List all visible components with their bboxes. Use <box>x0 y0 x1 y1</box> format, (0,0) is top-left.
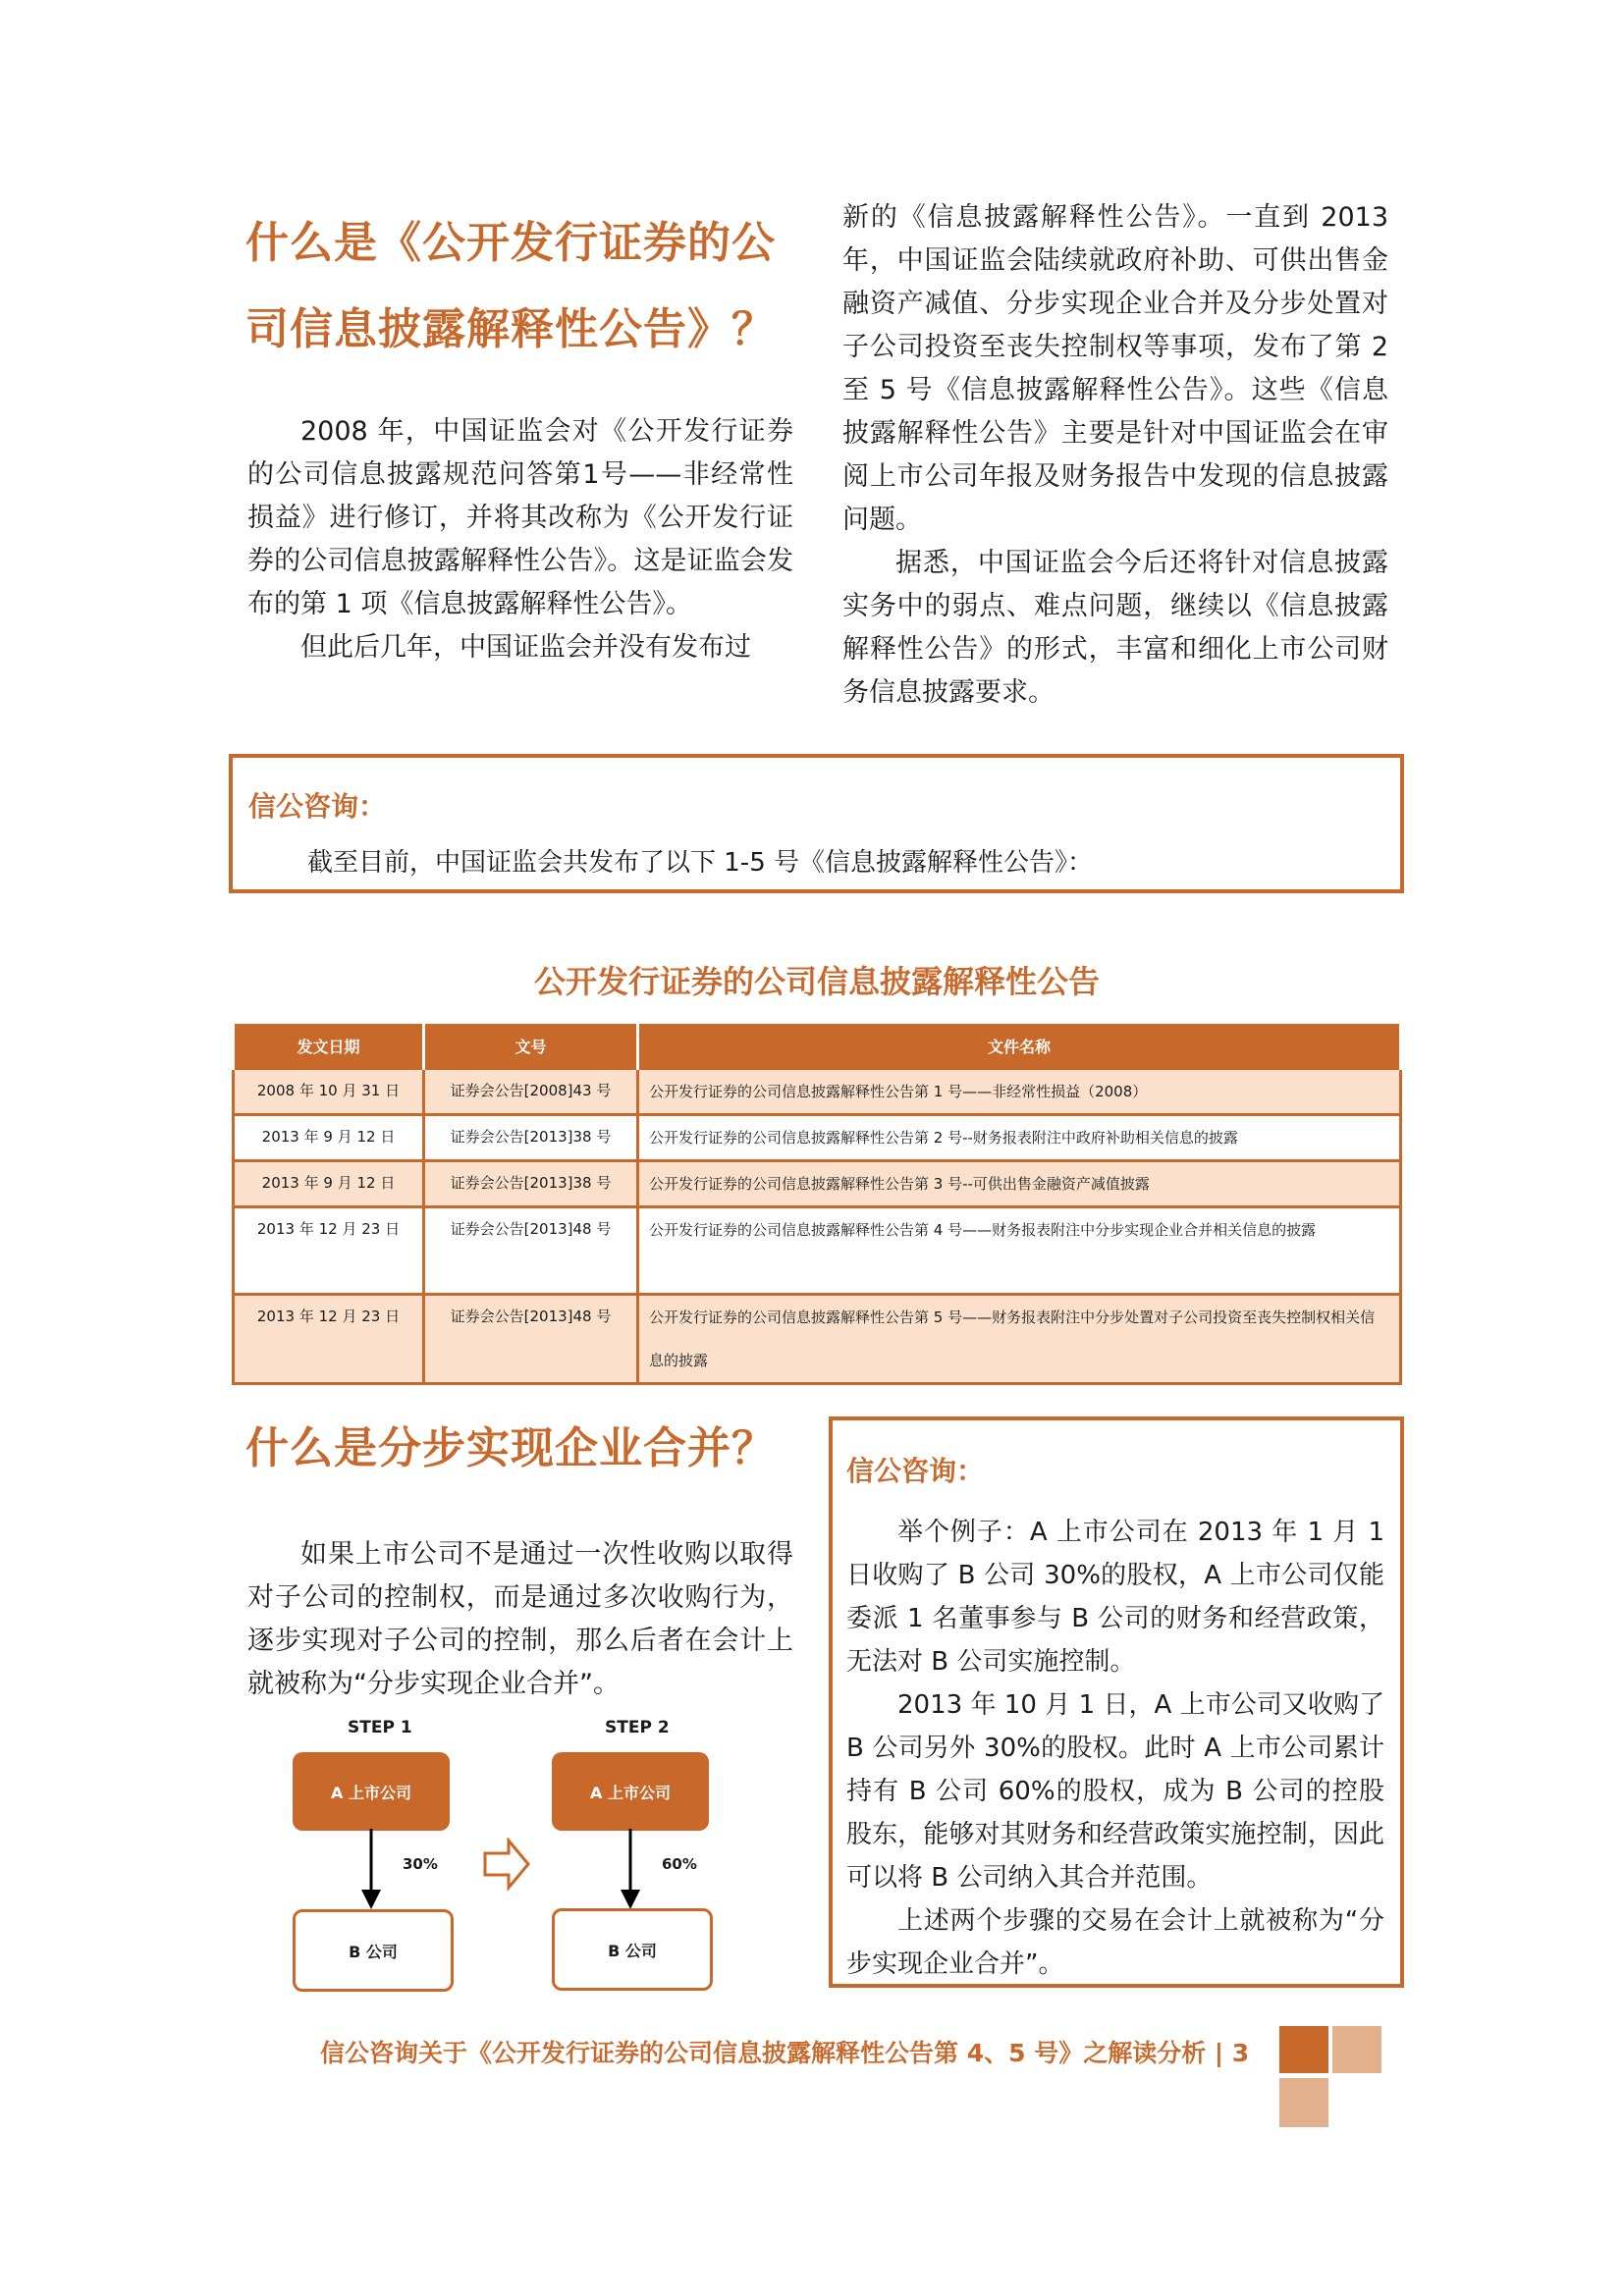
child-node-step2: B 公司 <box>552 1908 713 1991</box>
child-node-step1: B 公司 <box>293 1909 454 1992</box>
cell-date: 2013 年 12 月 23 日 <box>234 1295 424 1384</box>
cell-date: 2013 年 12 月 23 日 <box>234 1207 424 1295</box>
cell-date: 2013 年 9 月 12 日 <box>234 1115 424 1161</box>
paragraph: 2008 年，中国证监会对《公开发行证券的公司信息披露规范问答第1号——非经常性损益》进行修订，并将其改称为《公开发行证券的公司信息披露解释性公告》。这是证监会发布的第 1 项《信息披露解释性公告》。 <box>247 416 793 619</box>
page-number: 3 <box>1231 2039 1250 2067</box>
section-title-disclosure-announcement <box>245 200 805 373</box>
footer-separator: | <box>1214 2039 1232 2067</box>
arrow-down-icon <box>359 1829 383 1911</box>
title-line-2: 司信息披露解释性公告》？ <box>245 304 776 354</box>
footer-title: 信公咨询关于《公开发行证券的公司信息披露解释性公告第 4、5 号》之解读分析 <box>320 2039 1207 2067</box>
table-header-row <box>234 1023 1401 1069</box>
paragraph: 2013 年 10 月 1 日，A 上市公司又收购了 B 公司另外 30%的股权。此时 A 上市公司累计持有 B 公司 60%的股权，成为 B 公司的控股股东，能够对其财务和经营政策实施控制，因此可以将 B 公司纳入其合并范围。 <box>846 1690 1384 1893</box>
cell-doc-no: 证券会公告[2013]38 号 <box>424 1115 638 1161</box>
cell-doc-no: 证券会公告[2013]48 号 <box>424 1207 638 1295</box>
paragraph: 上述两个步骤的交易在会计上就被称为“分步实现企业合并”。 <box>846 1906 1384 1979</box>
example-text <box>846 1511 1384 1986</box>
cell-date: 2013 年 9 月 12 日 <box>234 1161 424 1207</box>
arrow-right-icon <box>483 1838 532 1891</box>
table-row <box>234 1207 1401 1295</box>
page-footer <box>320 2034 1249 2069</box>
left-column-text <box>247 410 793 669</box>
section-title-step-acquisition: 什么是分步实现企业合并？ <box>245 1423 776 1473</box>
step2-percentage: 60% <box>662 1855 697 1873</box>
decorative-square-dark <box>1279 2026 1328 2073</box>
cell-name: 公开发行证券的公司信息披露解释性公告第 5 号——财务报表附注中分步处置对子公司投资至丧失控制权相关信息的披露 <box>638 1295 1401 1384</box>
right-column-text <box>842 196 1388 715</box>
paragraph: 举个例子：A 上市公司在 2013 年 1 月 1 日收购了 B 公司 30%的股权，A 上市公司仅能委派 1 名董事参与 B 公司的财务和经营政策，无法对 B 公司实施控制。 <box>846 1518 1384 1677</box>
paragraph: 据悉，中国证监会今后还将针对信息披露实务中的弱点、难点问题，继续以《信息披露解释性公告》的形式，丰富和细化上市公司财务信息披露要求。 <box>842 548 1388 708</box>
decorative-square-light <box>1279 2078 1328 2127</box>
decorative-square-light <box>1332 2026 1381 2073</box>
table-row <box>234 1295 1401 1384</box>
table-title: 公开发行证券的公司信息披露解释性公告 <box>533 963 1100 1000</box>
step1-percentage: 30% <box>403 1855 438 1873</box>
callout-text: 截至目前，中国证监会共发布了以下 1-5 号《信息披露解释性公告》： <box>307 848 1093 878</box>
step-acquisition-diagram <box>275 1718 746 2012</box>
cell-date: 2008 年 10 月 31 日 <box>234 1069 424 1115</box>
step1-label: STEP 1 <box>348 1718 412 1737</box>
column-header-name: 文件名称 <box>638 1023 1401 1069</box>
parent-node-step1: A 上市公司 <box>293 1752 450 1831</box>
paragraph: 如果上市公司不是通过一次性收购以取得对子公司的控制权，而是通过多次收购行为，逐步实现对子公司的控制，那么后者在会计上就被称为“分步实现企业合并”。 <box>247 1539 793 1699</box>
cell-name: 公开发行证券的公司信息披露解释性公告第 4 号——财务报表附注中分步实现企业合并相关信息的披露 <box>638 1207 1401 1295</box>
table-row <box>234 1115 1401 1161</box>
column-header-doc-no: 文号 <box>424 1023 638 1069</box>
announcements-table <box>232 1021 1402 1385</box>
arrow-down-icon <box>619 1829 642 1911</box>
paragraph: 但此后几年，中国证监会并没有发布过 <box>300 632 751 663</box>
callout-box-example <box>829 1416 1404 1988</box>
column-header-date: 发文日期 <box>234 1023 424 1069</box>
table-row <box>234 1069 1401 1115</box>
step2-label: STEP 2 <box>605 1718 670 1737</box>
callout-title: 信公咨询： <box>248 790 387 823</box>
step-acquisition-text <box>247 1533 793 1706</box>
callout-box-summary <box>229 754 1404 893</box>
cell-doc-no: 证券会公告[2013]38 号 <box>424 1161 638 1207</box>
cell-name: 公开发行证券的公司信息披露解释性公告第 1 号——非经常性损益（2008） <box>638 1069 1401 1115</box>
cell-name: 公开发行证券的公司信息披露解释性公告第 3 号--可供出售金融资产减值披露 <box>638 1161 1401 1207</box>
title-line-1: 什么是《公开发行证券的公 <box>245 218 776 268</box>
callout-title: 信公咨询： <box>846 1455 985 1487</box>
table-row <box>234 1161 1401 1207</box>
paragraph: 新的《信息披露解释性公告》。一直到 2013 年，中国证监会陆续就政府补助、可供出售金融资产减值、分步实现企业合并及分步处置对子公司投资至丧失控制权等事项，发布了第 2 至 5 号《信息披露解释性公告》。这些《信息披露解释性公告》主要是针对中国证监会在审阅上市公司年报及财务报告中发现的信息披露问题。 <box>842 202 1388 535</box>
parent-node-step2: A 上市公司 <box>552 1752 709 1831</box>
cell-name: 公开发行证券的公司信息披露解释性公告第 2 号--财务报表附注中政府补助相关信息的披露 <box>638 1115 1401 1161</box>
cell-doc-no: 证券会公告[2008]43 号 <box>424 1069 638 1115</box>
cell-doc-no: 证券会公告[2013]48 号 <box>424 1295 638 1384</box>
